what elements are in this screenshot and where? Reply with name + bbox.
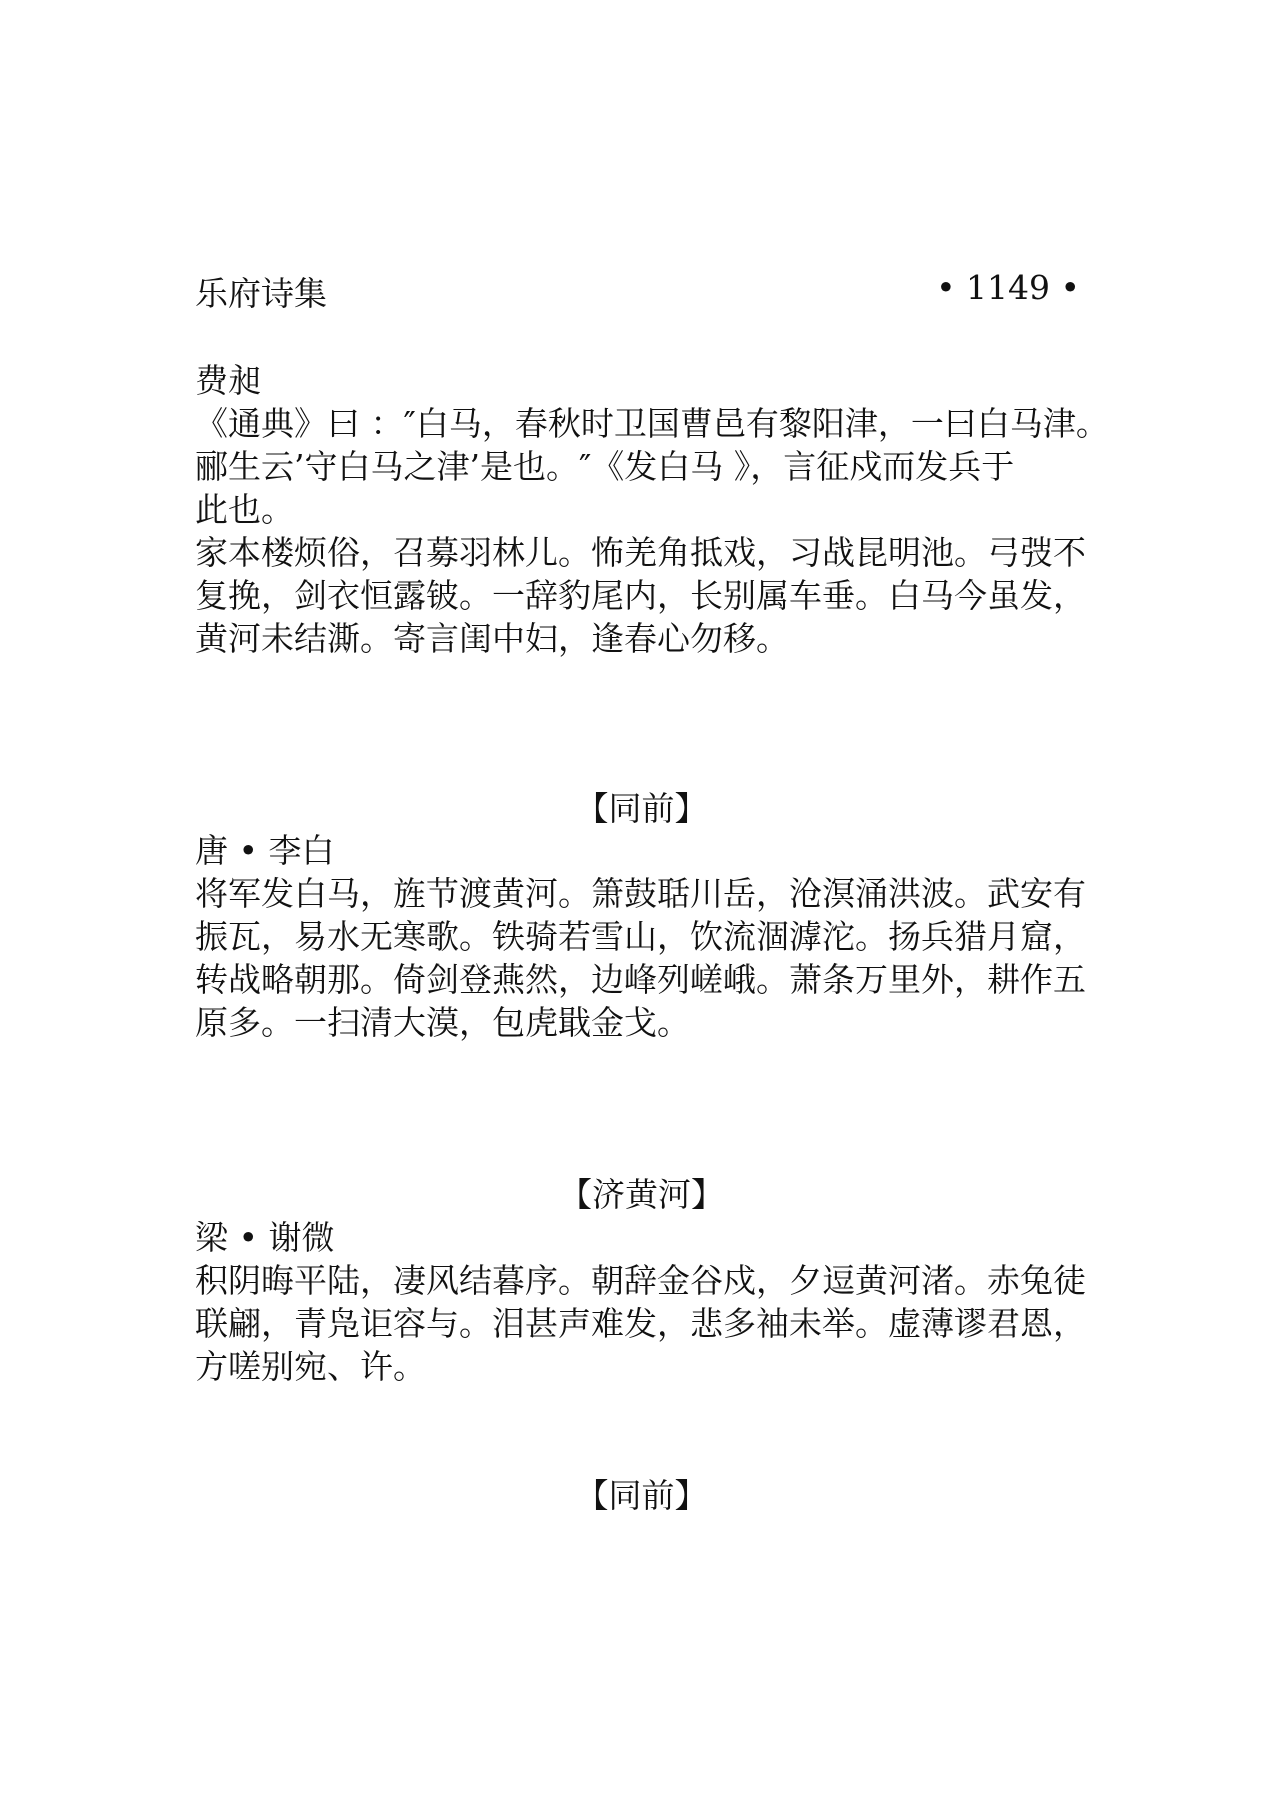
poem-line: 黄河未结澌。寄言闺中妇，逢春心勿移。 [195,619,789,658]
section-fei-chang [195,359,1135,660]
page-number: • 1149 • [936,268,1080,307]
section-li-bai [195,829,1135,1044]
section-title: 【同前】 [575,1476,708,1515]
section-xie-wei [195,1216,1135,1388]
poem-line: 振瓦，易水无寒歌。铁骑若雪山，饮流涸滹沱。扬兵猎月窟， [195,917,1086,956]
poem-line: 积阴晦平陆，凄风结暮序。朝辞金谷戍，夕逗黄河渚。赤兔徒 [195,1261,1086,1300]
note-line: 《通典》曰 ：″白马，春秋时卫国曹邑有黎阳津，一曰白马津。 [195,404,1109,443]
author-line: 费昶 [195,361,261,400]
page-header [195,268,1080,312]
section-title: 【济黄河】 [559,1175,724,1214]
author-line: 唐 • 李白 [195,831,335,870]
note-line: 郦生云’守白马之津’是也。″《发白马 》，言征戍而发兵于 [195,447,1015,486]
note-line: 此也。 [195,490,294,529]
poem-line: 转战略朝那。倚剑登燕然，边峰列嵯峨。萧条万里外，耕作五 [195,960,1086,999]
poem-line: 复挽，剑衣恒露铍。一辞豹尾内，长别属车垂。白马今虽发， [195,576,1086,615]
poem-line: 将军发白马，旌节渡黄河。箫鼓聒川岳，沧溟涌洪波。武安有 [195,874,1086,913]
author-line: 梁 • 谢微 [195,1218,335,1257]
poem-line: 联翩，青凫讵容与。泪甚声难发，悲多袖未举。虚薄谬君恩， [195,1304,1086,1343]
poem-line: 方嗟别宛、许。 [195,1347,426,1386]
poem-line: 家本楼烦俗，召募羽林儿。怖羌角抵戏，习战昆明池。弓弢不 [195,533,1086,572]
poem-line: 原多。一扫清大漠，包虎戢金戈。 [195,1003,690,1042]
book-title: 乐府诗集 [195,274,327,313]
section-title: 【同前】 [575,789,708,828]
